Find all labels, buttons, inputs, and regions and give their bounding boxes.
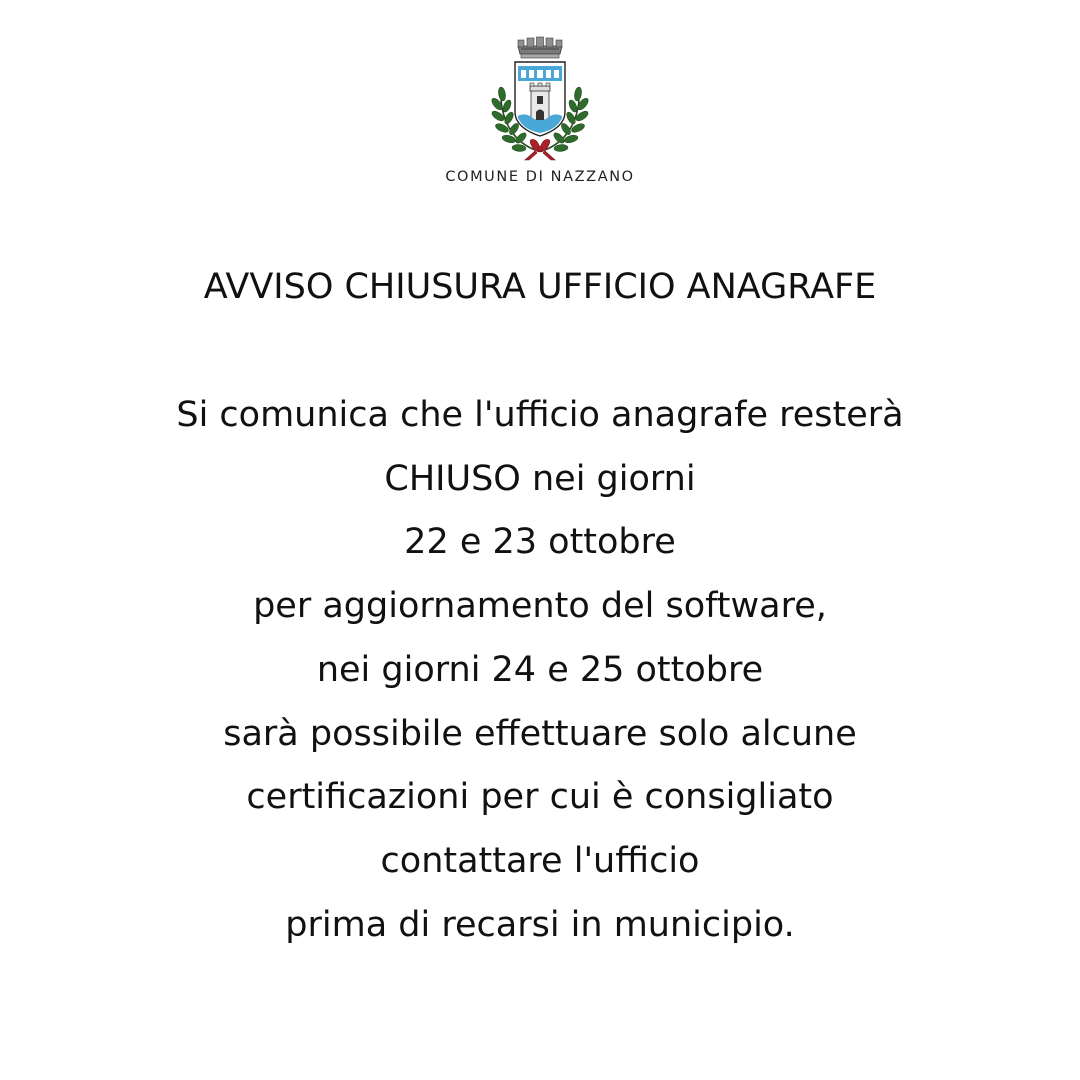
notice-line: nei giorni 24 e 25 ottobre: [316, 649, 764, 690]
notice-line: CHIUSO nei giorni: [384, 458, 696, 499]
crown-icon: [518, 37, 562, 58]
ribbon-icon: [525, 139, 555, 160]
notice-body: [0, 384, 1080, 957]
notice-title: AVVISO CHIUSURA UFFICIO ANAGRAFE: [203, 267, 877, 307]
notice-line: per aggiornamento del software,: [253, 586, 827, 627]
notice-line: contattare l'ufficio: [380, 840, 700, 881]
header: [0, 32, 1080, 186]
municipality-name: COMUNE DI NAZZANO: [445, 169, 635, 185]
notice-line: Si comunica che l'ufficio anagrafe resterà: [176, 395, 904, 435]
municipal-crest-icon: [485, 32, 595, 168]
shield-icon: [515, 62, 565, 136]
notice-line: certificazioni per cui è consigliato: [246, 777, 834, 818]
notice-line: sarà possibile effettuare solo alcune: [223, 713, 857, 754]
notice-line: 22 e 23 ottobre: [404, 522, 676, 563]
notice-line: prima di recarsi in municipio.: [285, 904, 795, 945]
